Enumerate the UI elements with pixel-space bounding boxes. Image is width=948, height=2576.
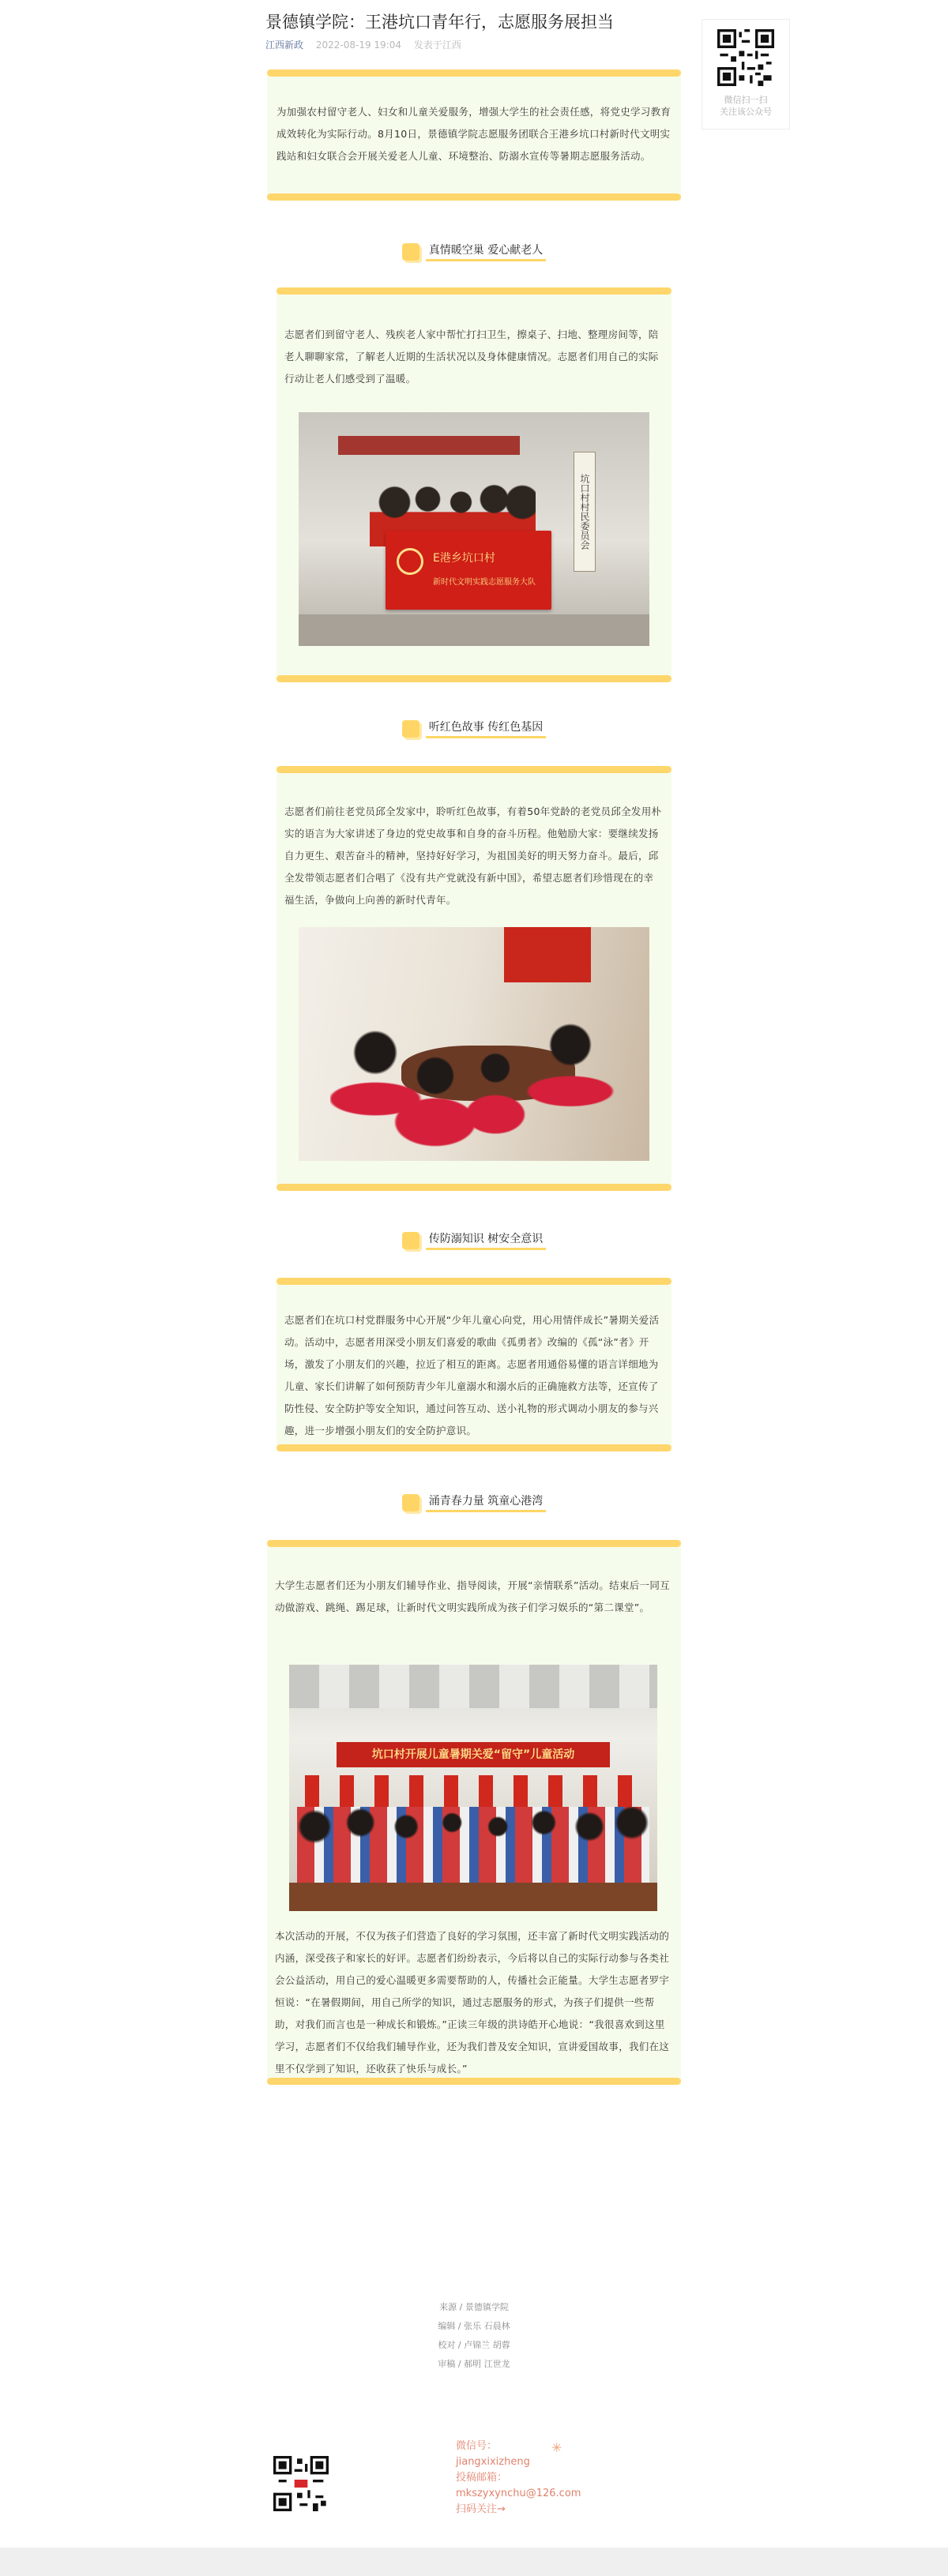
card-top-bar	[276, 287, 672, 295]
account-name-link[interactable]: 江西新政	[265, 39, 304, 51]
footer-qr[interactable]	[273, 2456, 329, 2511]
section-text: 大学生志愿者们还为小朋友们辅导作业、指导阅读，开展“亲情联系”活动。结束后一同互动做游戏、跳绳、踢足球，让新时代文明实践所成为孩子们学习娱乐的“第二课堂”。	[275, 1579, 670, 1613]
ground	[299, 614, 649, 646]
red-banner	[386, 531, 551, 610]
card-bottom-bar	[276, 1444, 672, 1451]
wall-led-sign	[338, 436, 520, 455]
wechat-id: jiangxixizheng	[456, 2456, 530, 2468]
qr-code-icon	[717, 29, 774, 86]
qr-caption-2: 关注该公众号	[720, 107, 772, 117]
section-card-4	[267, 1540, 681, 2085]
sparkle-icon: ✳	[551, 2440, 562, 2455]
heading-square-icon	[402, 1232, 419, 1249]
section-text: 志愿者们到留守老人、残疾老人家中帮忙打扫卫生，擦桌子、扫地、整理房间等，陪老人聊聊家常，了解老人近期的生活状况以及身体健康情况。志愿者们用自己的实际行动让老人们感受到了温暖。	[284, 329, 659, 385]
heading-square-icon	[402, 720, 419, 738]
card-bottom-bar	[267, 193, 681, 201]
photo-wall-banner: 坑口村开展儿童暑期关爱“留守”儿童活动	[337, 1742, 610, 1767]
section-text: 志愿者们前往老党员邱全发家中，聆听红色故事，有着50年党龄的老党员邱全发用朴实的语言为大家讲述了身边的党史故事和自身的奋斗历程。他勉励大家：要继续发扬自力更生、艰苦奋斗的精神，坚持好好学习，为祖国美好的明天努力奋斗。最后，邱全发带领志愿者们合唱了《没有共产党就没有新中国》，希望志愿者们珍惜现在的幸福生活，争做向上向善的新时代青年。	[284, 805, 662, 906]
wechat-label: 微信号：	[456, 2440, 498, 2452]
card-top-bar	[276, 766, 672, 773]
card-top-bar	[267, 1540, 681, 1547]
qr-caption-1: 微信扫一扫	[724, 95, 768, 105]
intro-text: 为加强农村留守老人、妇女和儿童关爱服务，增强大学生的社会责任感，将党史学习教育成效转化为实际行动。8月10日，景德镇学院志愿服务团联合王港乡坑口村新时代文明实践站和妇女联合会开展关爱老人儿童、环境整治、防溺水宣传等暑期志愿服务活动。	[276, 106, 672, 162]
section-heading: 涌青春力量 筑童心港湾	[0, 1493, 948, 1512]
email-label: 投稿邮箱：	[456, 2472, 508, 2484]
section-card-2	[276, 766, 672, 1191]
follow-prompt: 扫码关注→	[456, 2503, 506, 2515]
children-crowd	[297, 1807, 649, 1886]
publish-time: 2022-08-19 19:04	[315, 39, 401, 51]
section-card-1	[276, 287, 672, 682]
footer-qr-code-icon	[273, 2456, 329, 2511]
credit-proofreader: 校对 / 卢锦兰 胡蓉	[438, 2340, 510, 2350]
footer-contact	[456, 2439, 581, 2518]
section-text-after-photo: 本次活动的开展，不仅为孩子们营造了良好的学习氛围，还丰富了新时代文明实践活动的内涵，深受孩子和家长的好评。志愿者们纷纷表示，今后将以自己的实际行动参与各类社会公益活动，用自己的爱心温暖更多需要帮助的人，传播社会正能量。大学生志愿者罗宇恒说：“在暑假期间，用自己所学的知识，通过志愿服务的形式，为孩子们提供一些帮助，对我们而言也是一种成长和锻炼。”正读三年级的洪诗皓开心地说：“我很喜欢到这里学习，志愿者们不仅给我们辅导作业，还为我们普及安全知识，宣讲爱国故事，我们在这里不仅学到了知识，还收获了快乐与成长。”	[275, 1930, 670, 2075]
wall-poster	[504, 927, 591, 982]
children-group-photo	[289, 1665, 657, 1911]
banner-emblem-icon	[397, 548, 423, 575]
intro-card	[267, 69, 681, 201]
ceiling	[289, 1665, 657, 1708]
red-story-photo	[299, 927, 649, 1161]
flags	[305, 1775, 641, 1807]
article-title: 景德镇学院：王港坑口青年行，志愿服务展担当	[265, 13, 614, 32]
card-bottom-bar	[276, 1184, 672, 1191]
section-heading: 传防溺知识 树安全意识	[0, 1230, 948, 1250]
banner-line-2: 新时代文明实践志愿服务大队	[433, 578, 536, 587]
bottom-strip	[0, 2548, 948, 2576]
credit-reviewer: 审稿 / 郝明 江世龙	[438, 2359, 510, 2369]
card-bottom-bar	[276, 675, 672, 682]
publish-location: 发表于江西	[413, 39, 461, 51]
credits	[0, 2298, 948, 2374]
credit-editor: 编辑 / 张乐 石晨林	[438, 2321, 510, 2331]
credit-source: 来源 / 景德镇学院	[439, 2302, 509, 2312]
section-heading: 真情暖空巢 爱心献老人	[0, 242, 948, 261]
volunteer-group-photo	[299, 412, 649, 646]
article-meta	[265, 38, 461, 51]
section-text: 志愿者们在坑口村党群服务中心开展“少年儿童心向党，用心用情伴成长”暑期关爱活动。活动中，志愿者用深受小朋友们喜爱的歌曲《孤勇者》改编的《孤“泳”者》开场，激发了小朋友们的兴趣，拉近了相互的距离。志愿者用通俗易懂的语言详细地为儿童、家长们讲解了如何预防青少年儿童溺水和溺水后的正确施救方法等，还宣传了防性侵、安全防护等安全知识，通过问答互动、送小礼物的形式调动小朋友的参与兴趣，进一步增强小朋友们的安全防护意识。	[284, 1314, 660, 1436]
card-bottom-bar	[267, 2078, 681, 2085]
heading-square-icon	[402, 243, 419, 261]
volunteers-seated	[330, 1006, 630, 1161]
office-building-sign: 坑口村村民委员会	[574, 452, 596, 572]
section-card-3	[276, 1278, 672, 1451]
heading-square-icon	[402, 1494, 419, 1511]
card-top-bar	[267, 69, 681, 77]
qr-panel[interactable]	[702, 19, 790, 130]
section-heading: 听红色故事 传红色基因	[0, 719, 948, 738]
card-top-bar	[276, 1278, 672, 1285]
email-link[interactable]: mkszyxynchu@126.com	[456, 2488, 581, 2499]
banner-line-1: E港乡坑口村	[433, 552, 495, 565]
desk	[289, 1883, 657, 1911]
